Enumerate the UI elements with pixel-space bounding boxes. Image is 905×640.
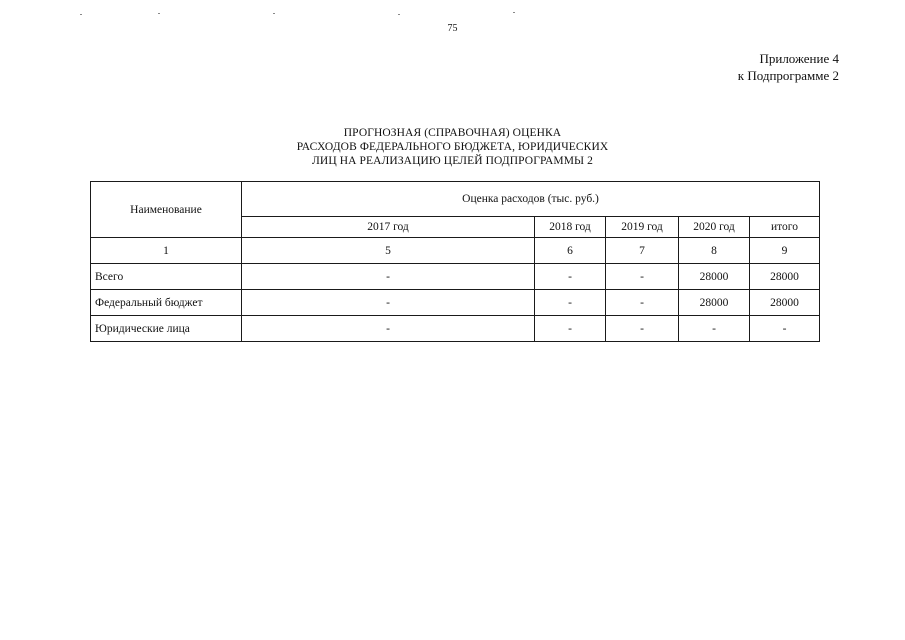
title-line-2: РАСХОДОВ ФЕДЕРАЛЬНОГО БЮДЖЕТА, ЮРИДИЧЕСКИХ: [296, 141, 609, 153]
row-name: Федеральный бюджет: [91, 290, 242, 316]
colnum-2020: 8: [679, 238, 750, 264]
expenditure-estimate-table: [90, 181, 820, 342]
table-row: [91, 290, 820, 316]
cell-2019: -: [606, 316, 679, 342]
row-name: Юридические лица: [91, 316, 242, 342]
cell-2018: -: [535, 316, 606, 342]
table-header-row: [91, 182, 820, 217]
header-estimate: Оценка расходов (тыс. руб.): [242, 182, 820, 217]
cell-2019: -: [606, 264, 679, 290]
table-row: [91, 264, 820, 290]
header-year-2020: 2020 год: [679, 217, 750, 238]
header-total: итого: [750, 217, 820, 238]
header-year-2019: 2019 год: [606, 217, 679, 238]
scan-speck: [80, 14, 82, 15]
scan-speck: [273, 13, 275, 14]
header-year-2017: 2017 год: [242, 217, 535, 238]
scan-speck: [398, 14, 400, 15]
cell-2020: 28000: [679, 290, 750, 316]
appendix-note: [738, 50, 839, 84]
scan-speck: [513, 12, 515, 13]
table-row: [91, 316, 820, 342]
cell-2020: -: [679, 316, 750, 342]
colnum-2019: 7: [606, 238, 679, 264]
appendix-line-1: Приложение 4: [759, 51, 839, 66]
cell-2018: -: [535, 264, 606, 290]
colnum-2018: 6: [535, 238, 606, 264]
header-name: Наименование: [91, 182, 242, 238]
cell-total: 28000: [750, 290, 820, 316]
header-year-2018: 2018 год: [535, 217, 606, 238]
cell-2017: -: [242, 264, 535, 290]
table-column-numbers-row: [91, 238, 820, 264]
cell-2019: -: [606, 290, 679, 316]
colnum-2017: 5: [242, 238, 535, 264]
scan-speck: [158, 13, 160, 14]
cell-total: -: [750, 316, 820, 342]
cell-2017: -: [242, 316, 535, 342]
document-title: [0, 126, 905, 168]
page-number: 75: [447, 23, 458, 34]
cell-2020: 28000: [679, 264, 750, 290]
cell-2018: -: [535, 290, 606, 316]
row-name: Всего: [91, 264, 242, 290]
appendix-line-2: к Подпрограмме 2: [737, 68, 839, 83]
title-line-3: ЛИЦ НА РЕАЛИЗАЦИЮ ЦЕЛЕЙ ПОДПРОГРАММЫ 2: [312, 155, 593, 167]
cell-total: 28000: [750, 264, 820, 290]
colnum-name: 1: [91, 238, 242, 264]
title-line-1: ПРОГНОЗНАЯ (СПРАВОЧНАЯ) ОЦЕНКА: [343, 127, 562, 139]
cell-2017: -: [242, 290, 535, 316]
colnum-total: 9: [750, 238, 820, 264]
